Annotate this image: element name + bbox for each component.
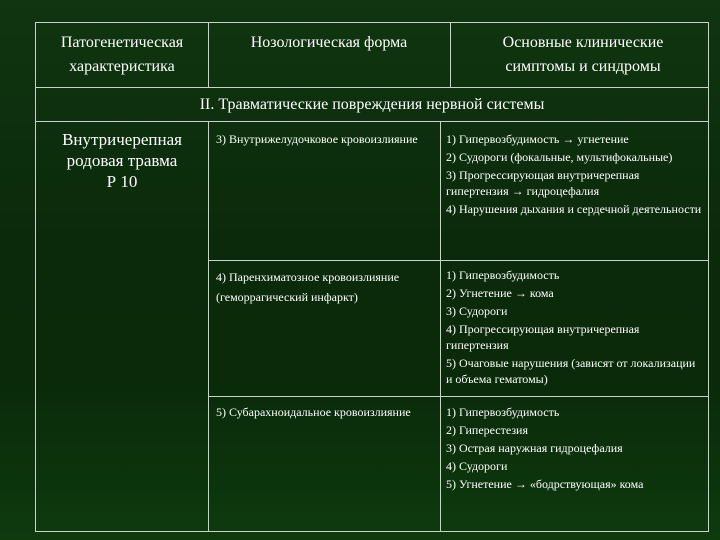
section-title	[36, 93, 708, 117]
header-symptoms: Основные клинические симптомы и синдромы	[502, 34, 664, 75]
symptom-item: 3) Острая наружная гидроцефалия	[446, 441, 623, 455]
category-line1: Внутричерепная	[62, 130, 182, 149]
category-code: Р 10	[106, 172, 138, 191]
symptom-item: 2) Судороги (фокальные, мультифокальные)	[446, 150, 673, 164]
form-intraventricular: 3) Внутрижелудочковое кровоизлияние	[216, 132, 418, 146]
symptom-item: 4) Судороги	[446, 459, 508, 473]
symptom-item: 5) Очаговые нарушения (зависят от локализации и объема гематомы)	[446, 356, 696, 386]
section-number: II.	[199, 96, 215, 113]
symptom-item: 1) Гипервозбудимость	[446, 268, 560, 282]
symptoms-intraventricular	[446, 131, 704, 219]
clinical-table	[35, 22, 709, 532]
symptom-item: 1) Гипервозбудимость	[446, 405, 560, 419]
body-col-divider-2	[440, 121, 441, 531]
form-parenchymal: 4) Паренхиматозное кровоизлияние (геморрагический инфаркт)	[216, 270, 400, 304]
symptom-item: 3) Судороги	[446, 304, 508, 318]
form-subarachnoid: 5) Субарахноидальное кровоизлияние	[216, 405, 411, 419]
section-title-text: Травматические повреждения нервной системы	[218, 96, 545, 113]
category-cell	[42, 129, 202, 192]
header-col-divider-1	[208, 23, 209, 87]
body-col-divider-1	[208, 121, 209, 531]
symptom-item: 2) Угнетение → кома	[446, 286, 554, 300]
row-divider-1	[208, 260, 708, 261]
header-nosological: Нозологическая форма	[250, 34, 408, 51]
section-divider	[36, 121, 708, 122]
symptom-item: 4) Нарушения дыхания и сердечной деятельности	[446, 202, 702, 216]
header-divider	[36, 87, 708, 88]
symptom-item: 1) Гипервозбудимость → угнетение	[446, 132, 629, 146]
row-divider-2	[208, 396, 708, 397]
category-line2: родовая травма	[66, 151, 178, 170]
symptoms-parenchymal	[446, 267, 704, 389]
header-col-divider-2	[450, 23, 451, 87]
symptom-item: 5) Угнетение → «бодрствующая» кома	[446, 477, 644, 491]
symptoms-subarachnoid	[446, 404, 704, 494]
header-pathogenetic: Патогенетическая характеристика	[60, 34, 184, 75]
symptom-item: 4) Прогрессирующая внутричерепная гипертензия	[446, 322, 640, 352]
symptom-item: 3) Прогрессирующая внутричерепная гипертензия → гидроцефалия	[446, 168, 640, 198]
symptom-item: 2) Гиперестезия	[446, 423, 528, 437]
